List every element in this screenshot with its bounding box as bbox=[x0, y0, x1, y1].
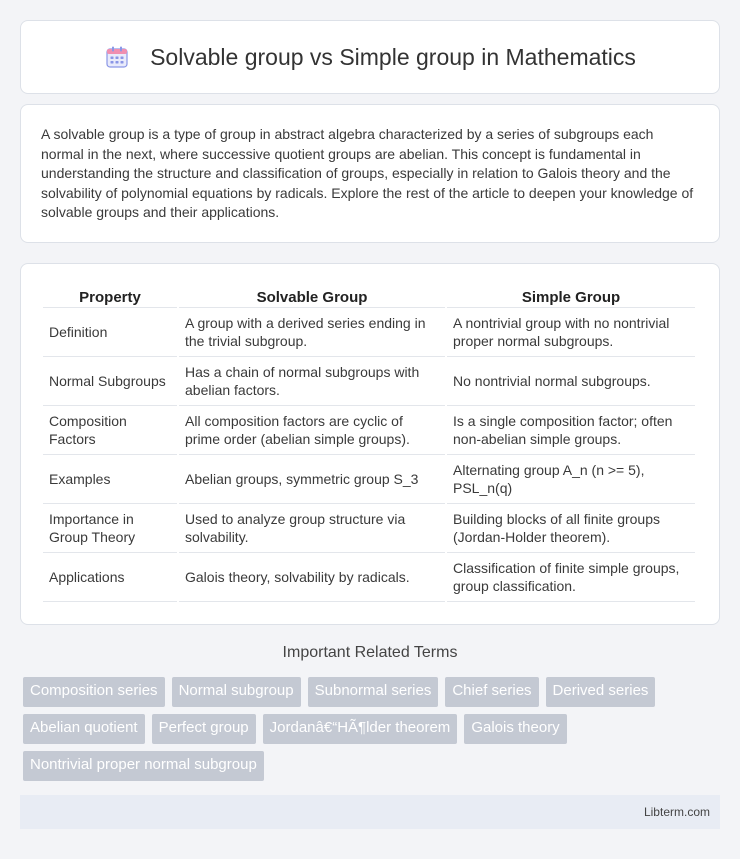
page-title: Solvable group vs Simple group in Mathematics bbox=[150, 43, 636, 70]
tag-nontrivial-proper-normal-subgroup[interactable]: Nontrivial proper normal subgroup bbox=[23, 751, 264, 781]
table-cell: Abelian groups, symmetric group S_3 bbox=[179, 455, 445, 504]
tag-subnormal-series[interactable]: Subnormal series bbox=[308, 677, 439, 707]
table-cell: Examples bbox=[43, 455, 177, 504]
table-cell: Normal Subgroups bbox=[43, 357, 177, 406]
tag-derived-series[interactable]: Derived series bbox=[546, 677, 656, 707]
intro-card bbox=[20, 104, 720, 243]
tag-abelian-quotient[interactable]: Abelian quotient bbox=[23, 714, 145, 744]
column-header-property: Property bbox=[43, 284, 177, 308]
table-cell: Classification of finite simple groups, group classification. bbox=[447, 553, 695, 602]
header-card bbox=[20, 20, 720, 94]
table-cell: Applications bbox=[43, 553, 177, 602]
table-cell: Building blocks of all finite groups (Jordan-Holder theorem). bbox=[447, 504, 695, 553]
table-cell: Definition bbox=[43, 308, 177, 357]
intro-text: A solvable group is a type of group in abstract algebra characterized by a series of subgroups each normal in the next, where successive quotient groups are abelian. This concept is fundamental in understanding the structure and classification of groups, especially in relation to Galois theory and the solvability of polynomial equations by radicals. Explore the rest of the article to deepen your knowledge of solvable groups and their applications. bbox=[41, 126, 694, 221]
table-cell: Galois theory, solvability by radicals. bbox=[179, 553, 445, 602]
table-cell: Used to analyze group structure via solvability. bbox=[179, 504, 445, 553]
table-cell: Is a single composition factor; often non-abelian simple groups. bbox=[447, 406, 695, 455]
comparison-table bbox=[41, 284, 697, 602]
table-cell: A group with a derived series ending in the trivial subgroup. bbox=[179, 308, 445, 357]
footer-brand[interactable]: Libterm.com bbox=[643, 805, 710, 819]
table-row bbox=[43, 357, 695, 406]
table-cell: All composition factors are cyclic of prime order (abelian simple groups). bbox=[179, 406, 445, 455]
tag-chief-series[interactable]: Chief series bbox=[445, 677, 538, 707]
related-terms-title: Important Related Terms bbox=[282, 644, 458, 661]
table-cell: No nontrivial normal subgroups. bbox=[447, 357, 695, 406]
tag-perfect-group[interactable]: Perfect group bbox=[152, 714, 256, 744]
table-row bbox=[43, 406, 695, 455]
table-cell: Importance in Group Theory bbox=[43, 504, 177, 553]
tag-jordan-holder-theorem[interactable]: Jordanâ€“HÃ¶lder theorem bbox=[263, 714, 458, 744]
table-row bbox=[43, 553, 695, 602]
table-row bbox=[43, 504, 695, 553]
tag-galois-theory[interactable]: Galois theory bbox=[464, 714, 566, 744]
tag-normal-subgroup[interactable]: Normal subgroup bbox=[172, 677, 301, 707]
table-cell: Has a chain of normal subgroups with abelian factors. bbox=[179, 357, 445, 406]
table-cell: Composition Factors bbox=[43, 406, 177, 455]
table-row bbox=[43, 308, 695, 357]
comparison-card bbox=[20, 263, 720, 625]
column-header-solvable: Solvable Group bbox=[179, 284, 445, 308]
related-terms-list bbox=[23, 677, 713, 788]
table-cell: A nontrivial group with no nontrivial proper normal subgroups. bbox=[447, 308, 695, 357]
table-cell: Alternating group A_n (n >= 5), PSL_n(q) bbox=[447, 455, 695, 504]
table-row bbox=[43, 455, 695, 504]
footer bbox=[20, 795, 720, 829]
calendar-icon bbox=[104, 44, 130, 70]
table-header-row bbox=[43, 284, 695, 308]
column-header-simple: Simple Group bbox=[447, 284, 695, 308]
tag-composition-series[interactable]: Composition series bbox=[23, 677, 165, 707]
